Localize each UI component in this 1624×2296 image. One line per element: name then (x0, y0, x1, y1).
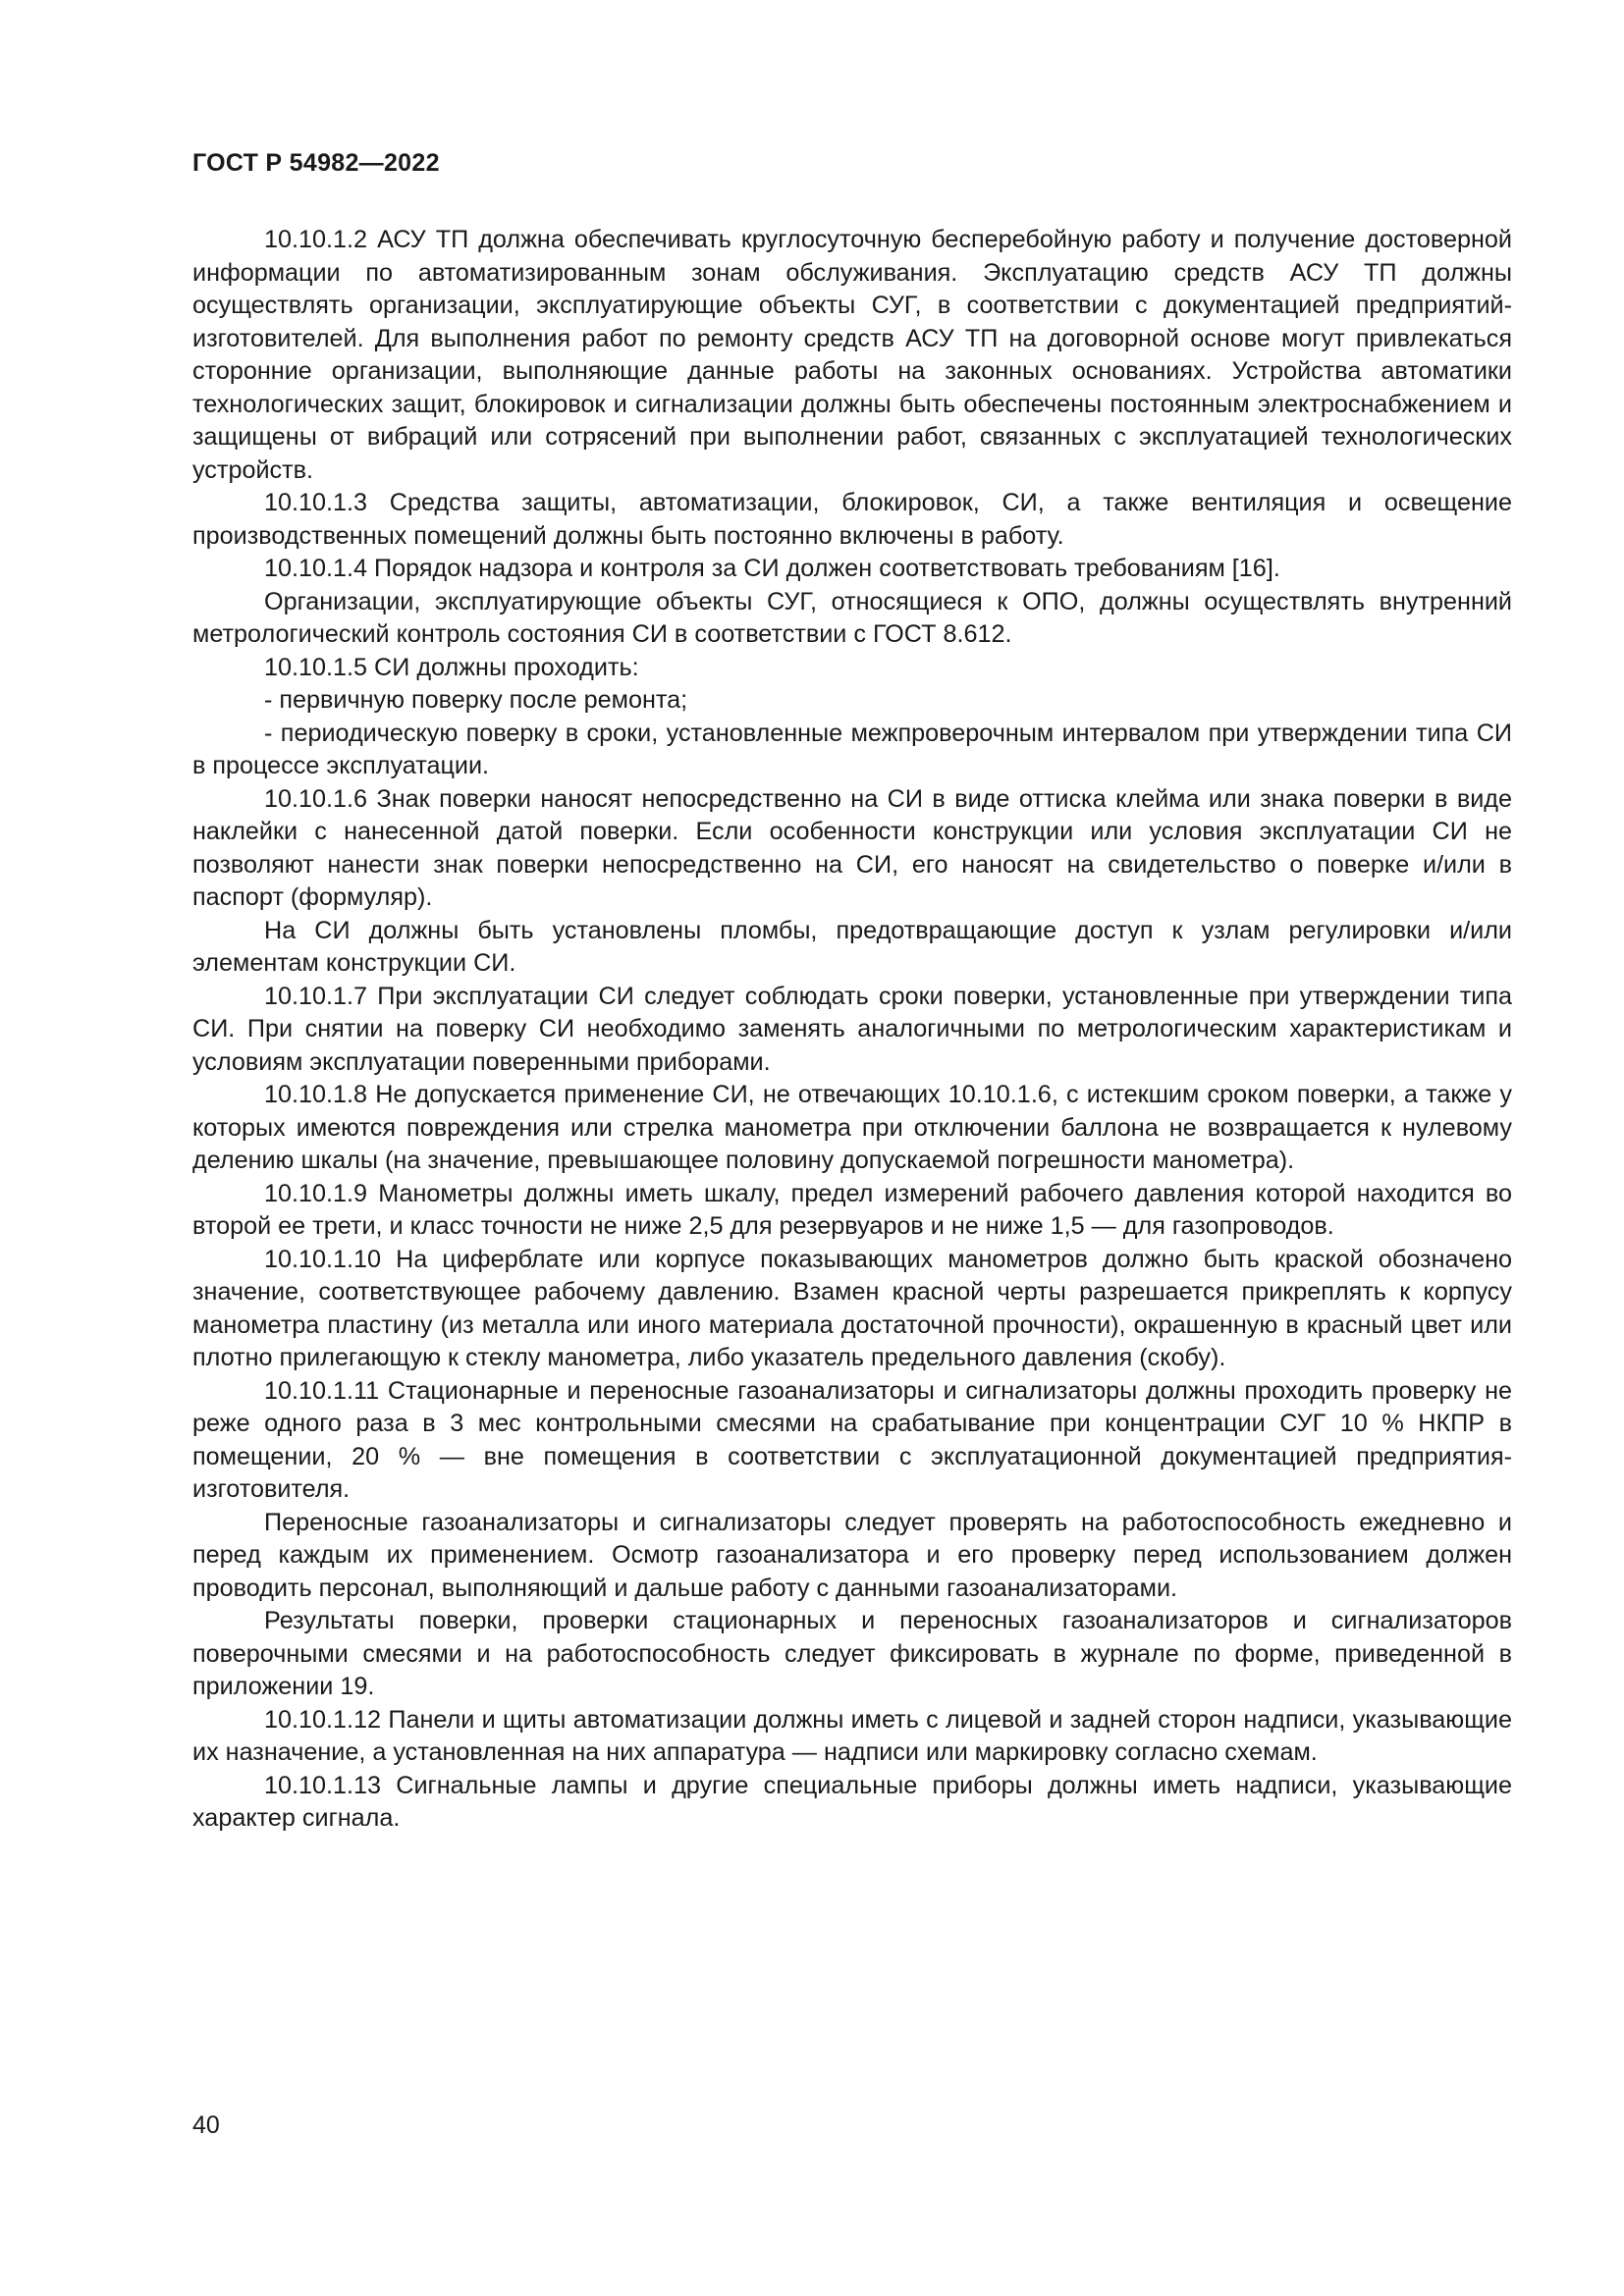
paragraph-10-10-1-3: 10.10.1.3 Средства защиты, автоматизации, блокировок, СИ, а также вентиляция и освещение производственных помещений должны быть постоянно включены в работу. (192, 489, 1512, 550)
paragraph-10-10-1-5: 10.10.1.5 СИ должны проходить: (264, 653, 639, 681)
paragraph-10-10-1-13: 10.10.1.13 Сигнальные лампы и другие специальные приборы должны иметь надписи, указывающие характер сигнала. (192, 1771, 1512, 1832)
document-header: ГОСТ Р 54982—2022 (192, 149, 440, 177)
paragraph-10-10-1-12: 10.10.1.12 Панели и щиты автоматизации должны иметь с лицевой и задней сторон надписи, указывающие их назначение, а установленная на них аппаратура — надписи или маркировку согласно схемам. (192, 1705, 1512, 1766)
paragraph-internal-control: Организации, эксплуатирующие объекты СУГ, относящиеся к ОПО, должны осуществлять внутренний метрологический контроль состояния СИ в соответствии с ГОСТ 8.612. (192, 587, 1512, 648)
paragraph-verification-results: Результаты поверки, проверки стационарных и переносных газоанализаторов и сигнализаторов поверочными смесями и на работоспособность следует фиксировать в журнале по форме, приведенной в приложении 19. (192, 1607, 1512, 1700)
paragraph-10-10-1-8: 10.10.1.8 Не допускается применение СИ, не отвечающих 10.10.1.6, с истекшим сроком поверки, а также у которых имеются повреждения или стрелка манометра при отключении баллона не возвращается к нулевому делению шкалы (на значение, превышающее половину допускаемой погрешности манометра). (192, 1081, 1512, 1174)
paragraph-seals: На СИ должны быть установлены пломбы, предотвращающие доступ к узлам регулировки и/или элементам конструкции СИ. (192, 916, 1512, 977)
document-body (192, 224, 1512, 1836)
page-number: 40 (192, 2111, 220, 2139)
paragraph-10-10-1-10: 10.10.1.10 На циферблате или корпусе показывающих манометров должно быть краской обозначено значение, соответствующее рабочему давлению. Взамен красной черты разрешается прикреплять к корпусу манометра пластину (из металла или иного материала достаточной прочности), окрашенную в красный цвет или плотно прилегающую к стеклу манометра, либо указатель предельного давления (скобу). (192, 1245, 1512, 1371)
paragraph-10-10-1-11: 10.10.1.11 Стационарные и переносные газоанализаторы и сигнализаторы должны проходить проверку не реже одного раза в 3 мес контрольными смесями на срабатывание при концентрации СУГ 10 % НКПР в помещении, 20 % — вне помещения в соответствии с эксплуатационной документацией предприятия-изготовителя. (192, 1376, 1512, 1503)
list-item-primary-verification: - первичную поверку после ремонта; (264, 686, 688, 714)
paragraph-10-10-1-6: 10.10.1.6 Знак поверки наносят непосредственно на СИ в виде оттиска клейма или знака поверки в виде наклейки с нанесенной датой поверки. Если особенности конструкции или условия эксплуатации СИ не позволяют нанести знак поверки непосредственно на СИ, его наносят на свидетельство о поверке и/или в паспорт (формуляр). (192, 784, 1512, 911)
paragraph-10-10-1-7: 10.10.1.7 При эксплуатации СИ следует соблюдать сроки поверки, установленные при утверждении типа СИ. При снятии на поверку СИ необходимо заменять аналогичными по метрологическим характеристикам и условиям эксплуатации поверенными приборами. (192, 982, 1512, 1076)
paragraph-10-10-1-4: 10.10.1.4 Порядок надзора и контроля за СИ должен соответствовать требованиям [16]. (264, 555, 1280, 582)
list-item-periodic-verification: - периодическую поверку в сроки, установленные межпроверочным интервалом при утверждении типа СИ в процессе эксплуатации. (192, 719, 1512, 779)
paragraph-10-10-1-9: 10.10.1.9 Манометры должны иметь шкалу, предел измерений рабочего давления которой находится во второй ее трети, и класс точности не ниже 2,5 для резервуаров и не ниже 1,5 — для газопроводов. (192, 1179, 1512, 1240)
paragraph-portable-analyzers: Переносные газоанализаторы и сигнализаторы следует проверять на работоспособность ежедневно и перед каждым их применением. Осмотр газоанализатора и его проверку перед использованием должен проводить персонал, выполняющий и дальше работу с данными газоанализаторами. (192, 1508, 1512, 1602)
paragraph-10-10-1-2: 10.10.1.2 АСУ ТП должна обеспечивать круглосуточную бесперебойную работу и получение достоверной информации по автоматизированным зонам обслуживания. Эксплуатацию средств АСУ ТП должны осуществлять организации, эксплуатирующие объекты СУГ, в соответствии с документацией предприятий-изготовителей. Для выполнения работ по ремонту средств АСУ ТП на договорной основе могут привлекаться сторонние организации, выполняющие данные работы на законных основаниях. Устройства автоматики технологических защит, блокировок и сигнализации должны быть обеспечены постоянным электроснабжением и защищены от вибраций или сотрясений при выполнении работ, связанных с эксплуатацией технологических устройств. (192, 226, 1512, 484)
